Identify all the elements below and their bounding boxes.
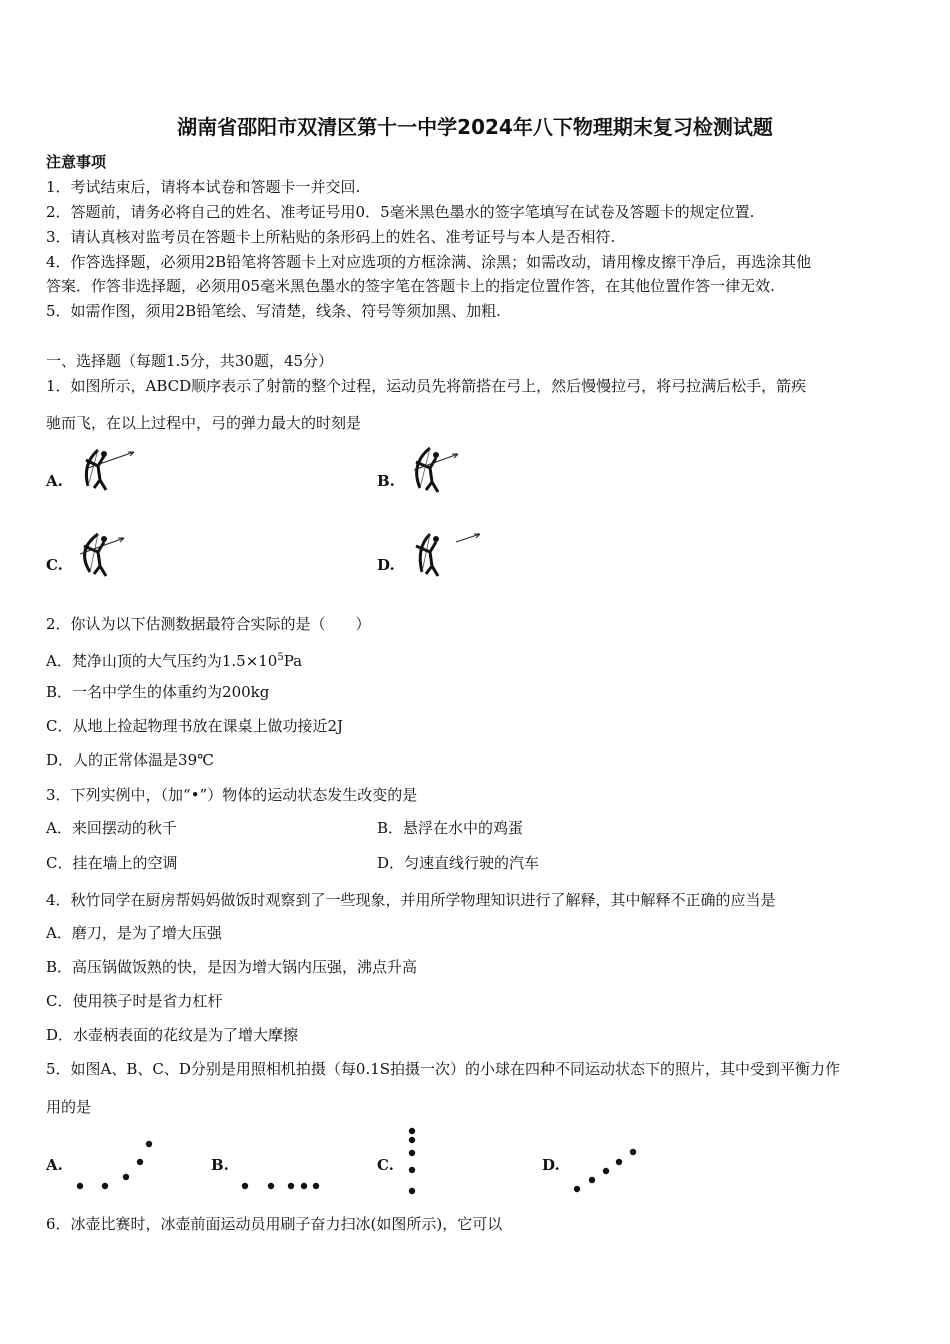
notice-item: 5．如需作图，须用2B铅笔绘、写清楚，线条、符号等须加黑、加粗.: [46, 302, 501, 320]
notice-item: 3．请认真核对监考员在答题卡上所粘贴的条形码上的姓名、准考证号与本人是否相符.: [46, 228, 616, 246]
archer-a-image: [74, 446, 138, 494]
archer-d-image: [404, 530, 484, 578]
q3-option-d: D．匀速直线行驶的汽车: [377, 854, 540, 872]
question-2-stem: 2．你认为以下估测数据最符合实际的是（ ）: [46, 615, 371, 633]
ball-motion-d-image: [568, 1142, 644, 1196]
q2-option-a: [46, 648, 302, 671]
q4-option-a: A．磨刀，是为了增大压强: [46, 924, 222, 942]
q2-option-c: C．从地上捡起物理书放在课桌上做功接近2J: [46, 717, 344, 735]
q2-option-a-unit: Pa: [283, 652, 303, 670]
question-1-stem: 1．如图所示，ABCD顺序表示了射箭的整个过程，运动员先将箭搭在弓上，然后慢慢拉弓，将弓拉满后松手，箭疾: [46, 377, 807, 395]
question-6-stem: 6．冰壶比赛时，冰壶前面运动员用刷子奋力扫冰(如图所示)，它可以: [46, 1215, 503, 1233]
q1-option-d-label: D.: [377, 556, 395, 574]
q2-option-d: D．人的正常体温是39℃: [46, 751, 214, 769]
notice-item: 4．作答选择题，必须用2B铅笔将答题卡上对应选项的方框涂满、涂黑；如需改动，请用橡皮擦干净后，再选涂其他: [46, 253, 812, 271]
question-5-stem: 5．如图A、B、C、D分别是用照相机拍摄（每0.1S拍摄一次）的小球在四种不同运动状态下的照片，其中受到平衡力作: [46, 1060, 841, 1078]
q1-option-c-label: C.: [46, 556, 63, 574]
q1-option-b-label: B.: [377, 472, 395, 490]
q4-option-b: B．高压锅做饭熟的快，是因为增大锅内压强，沸点升高: [46, 958, 418, 976]
q4-option-d: D．水壶柄表面的花纹是为了增大摩擦: [46, 1026, 299, 1044]
question-1-stem: 驰而飞，在以上过程中，弓的弹力最大的时刻是: [46, 414, 362, 432]
notice-heading: 注意事项: [46, 153, 107, 171]
section-heading: 一、选择题（每题1.5分，共30题，45分）: [46, 352, 334, 370]
q3-option-b: B．悬浮在水中的鸡蛋: [377, 819, 524, 837]
notice-item: 1．考试结束后，请将本试卷和答题卡一并交回.: [46, 178, 361, 196]
q3-option-a: A．来回摆动的秋千: [46, 819, 177, 837]
q5-option-c-label: C.: [377, 1156, 394, 1174]
ball-motion-a-image: [72, 1136, 156, 1194]
question-5-stem: 用的是: [46, 1098, 92, 1116]
archer-c-image: [74, 530, 138, 578]
q4-option-c: C．使用筷子时是省力杠杆: [46, 992, 223, 1010]
q2-option-a-exponent: 5: [277, 652, 284, 663]
ball-motion-c-image: [400, 1124, 424, 1200]
page-title: 湖南省邵阳市双清区第十一中学2024年八下物理期末复习检测试题: [177, 115, 773, 139]
question-4-stem: 4．秋竹同学在厨房帮妈妈做饭时观察到了一些现象，并用所学物理知识进行了解释，其中解释不正确的应当是: [46, 891, 776, 909]
q1-option-a-label: A.: [46, 472, 63, 490]
question-3-stem: 3．下列实例中，（加“•”）物体的运动状态发生改变的是: [46, 786, 418, 804]
q5-option-b-label: B.: [211, 1156, 229, 1174]
q3-option-c: C．挂在墙上的空调: [46, 854, 178, 872]
q2-option-b: B．一名中学生的体重约为200kg: [46, 683, 270, 701]
archer-b-image: [404, 446, 468, 494]
q5-option-d-label: D.: [542, 1156, 560, 1174]
notice-item: 2．答题前，请务必将自己的姓名、准考证号用0．5毫米黑色墨水的签字笔填写在试卷及答题卡的规定位置.: [46, 203, 755, 221]
ball-motion-b-image: [236, 1176, 326, 1196]
notice-item: 答案．作答非选择题，必须用05毫米黑色墨水的签字笔在答题卡上的指定位置作答，在其他位置作答一律无效.: [46, 277, 775, 295]
q2-option-a-text: A．梵净山顶的大气压约为1.5×10: [46, 652, 278, 670]
q5-option-a-label: A.: [46, 1156, 63, 1174]
